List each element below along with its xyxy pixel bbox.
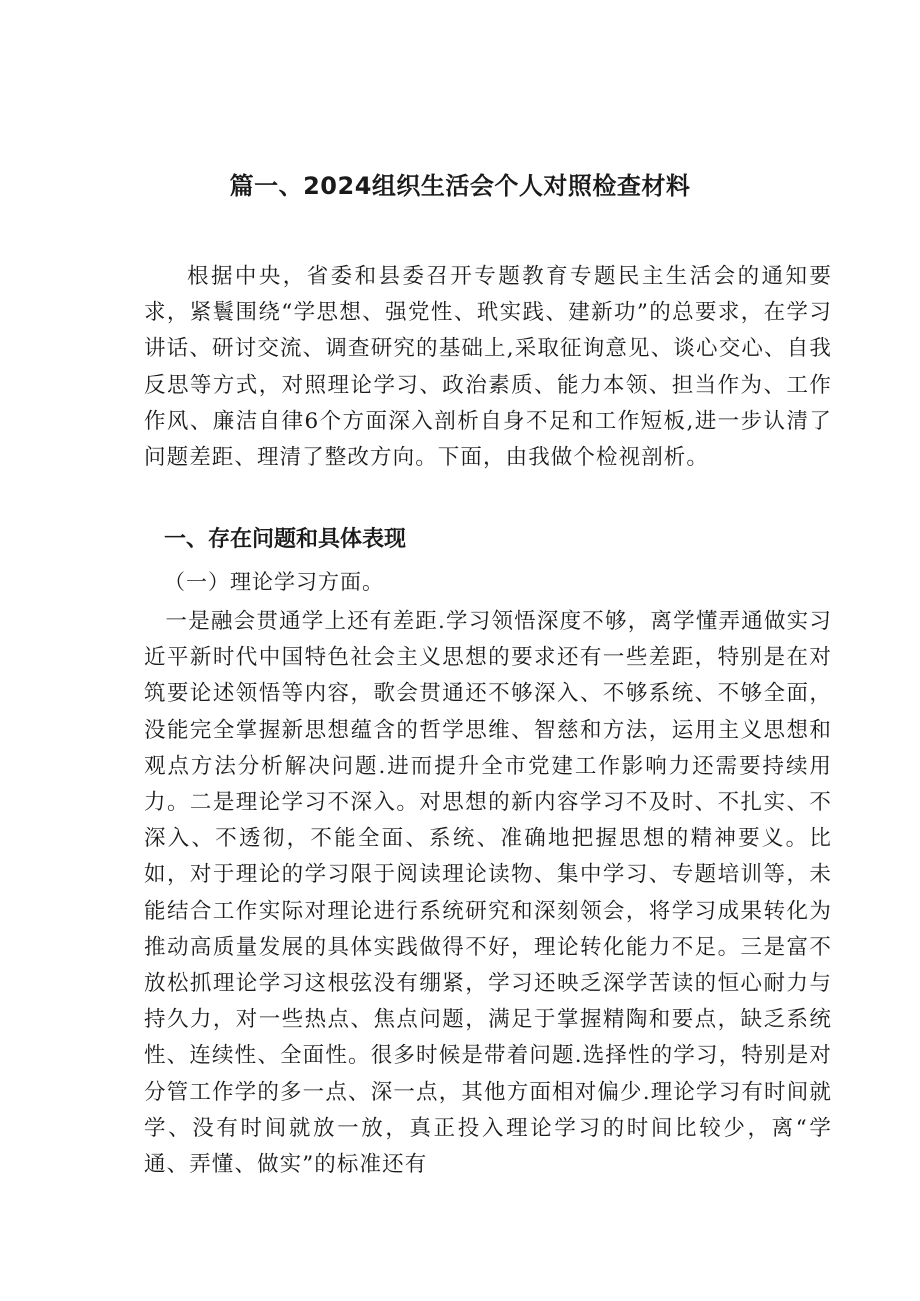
subsection-heading: （一）理论学习方面。 xyxy=(164,570,384,594)
section-heading: 一、存在问题和具体表现 xyxy=(164,527,407,552)
document-title: 篇一、2024组织生活会个人对照检查材料 xyxy=(229,172,691,200)
intro-paragraph: 根据中央，省委和县委召开专题教育专题民主生活会的通知要求，紧鬟围绕“学思想、强党性、玳实践、建新功”的总要求，在学习讲话、研讨交流、调查研究的基础上,采取征询意见、谈心交心、自我反思等方式，对照理论学习、政治素质、能力本领、担当作为、工作作风、廉洁自律6个方面深入剖析自身不足和工作短板,进一步认清了问题差距、理清了整改方向。下面，由我做个检视剖析。 xyxy=(144,264,832,471)
detail-paragraph: 一是融会贯通学上还有差距.学习领悟深度不够，离学懂弄通做实习近平新时代中国特色社会主义思想的要求还有一些差距，特别是在对筑要论述领悟等内容，歌会贯通还不够深入、不够系统、不够全面，没能完全掌握新思想蕴含的哲学思维、智慈和方法，运用主义思想和观点方法分析解决问题.进而提升全市党建工作影响力还需要持续用力。二是理论学习不深入。对思想的新内容学习不及时、不扎实、不深入、不透彻，不能全面、系统、准确地把握思想的精神要义。比如，对于理论的学习限于阅读理论读物、集中学习、专题培训等，未能结合工作实际对理论进行系统研究和深刻领会，将学习成果转化为推动高质量发展的具体实践做得不好，理论转化能力不足。三是富不放松抓理论学习这根弦没有绷紧，学习还映乏深学苦读的恒心耐力与持久力，对一些热点、焦点问题，满足于掌握精陶和要点，缺乏系统性、连续性、全面性。很多时候是带着问题.选择性的学习，特别是对分管工作学的多一点、深一点，其他方面相对偏少.理论学习有时间就学、没有时间就放一放，真正投入理论学习的时间比较少，离“学通、弄懂、做实”的标准还有 xyxy=(144,609,832,1178)
